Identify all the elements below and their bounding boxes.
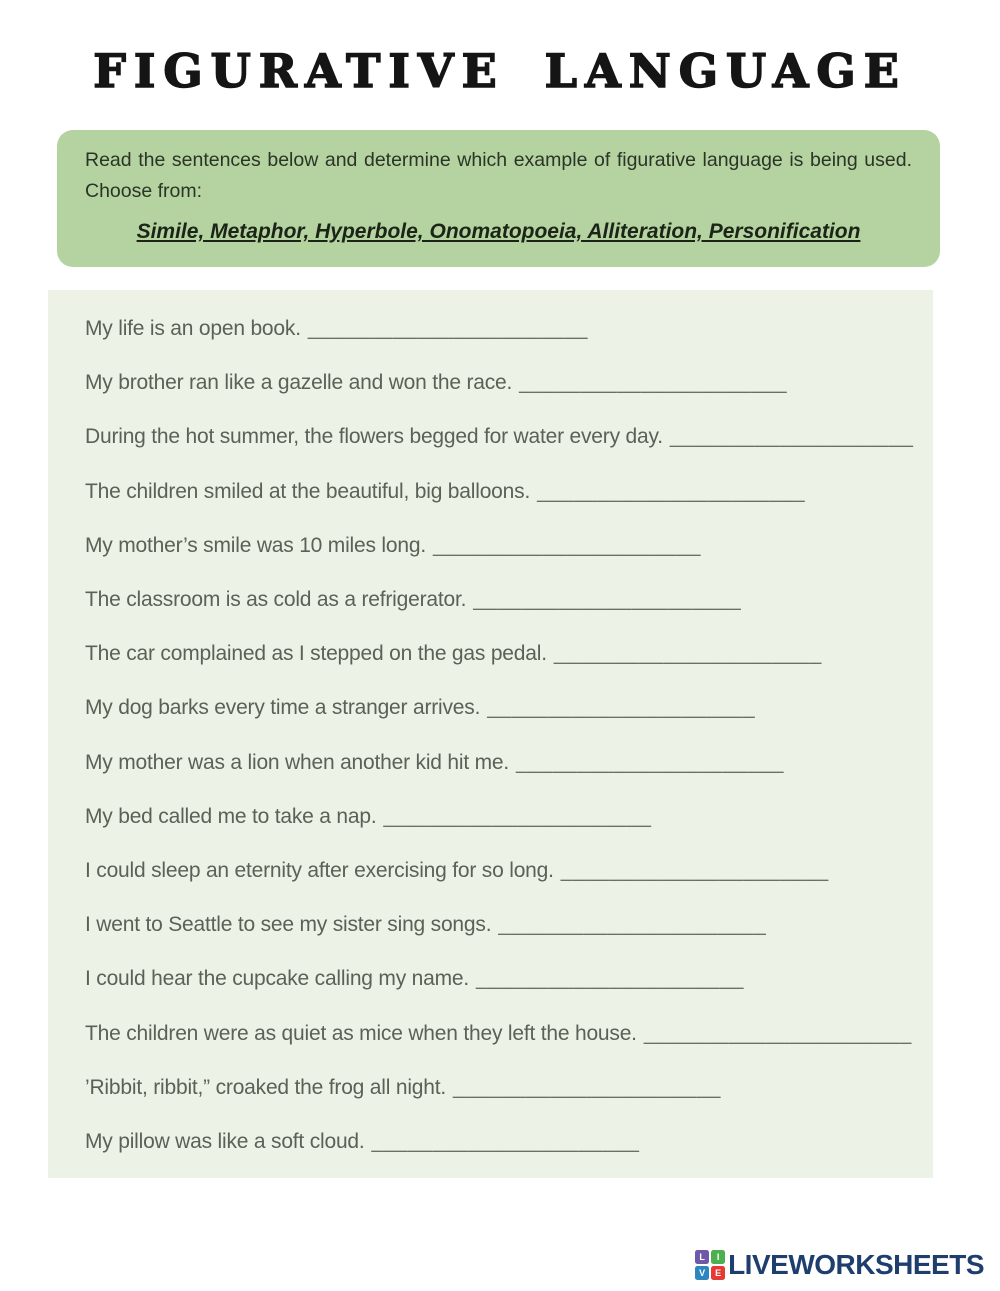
sentence-row: [85, 356, 933, 410]
sentence-row: [85, 302, 933, 356]
answer-blank[interactable]: ______________________: [383, 804, 652, 828]
sentence-text: My life is an open book.: [85, 317, 301, 341]
answer-blank[interactable]: ____________________: [669, 425, 914, 449]
sentence-row: [85, 790, 933, 844]
answer-blank[interactable]: ______________________: [498, 913, 767, 937]
logo-square-e: E: [711, 1266, 725, 1280]
liveworksheets-brand-text: LIVEWORKSHEETS: [728, 1249, 984, 1280]
answer-blank[interactable]: ______________________: [453, 1075, 721, 1099]
sentence-text: ’Ribbit, ribbit,” croaked the frog all night.: [85, 1075, 447, 1099]
sentence-text: My bed called me to take a nap.: [85, 804, 377, 828]
sentence-text: The children were as quiet as mice when they left the house.: [85, 1021, 637, 1045]
sentence-row: [85, 519, 933, 573]
sentence-text: My pillow was like a soft cloud.: [85, 1129, 365, 1153]
sentence-row: [85, 681, 933, 735]
page-title: FIGURATIVE LANGUAGE: [93, 44, 907, 98]
sentence-text: I could sleep an eternity after exercising for so long.: [85, 858, 554, 882]
sentence-row: [85, 1115, 933, 1169]
answer-blank[interactable]: ______________________: [516, 750, 784, 774]
answer-blank[interactable]: ______________________: [519, 371, 788, 395]
logo-square-i: I: [711, 1250, 725, 1264]
answer-blank[interactable]: ______________________: [476, 967, 744, 991]
sentence-row: [85, 1006, 933, 1060]
answer-blank[interactable]: ______________________: [537, 479, 806, 503]
sentence-text: I went to Seattle to see my sister sing songs.: [85, 913, 492, 937]
sentence-text: I could hear the cupcake calling my name.: [85, 967, 470, 991]
sentence-row: [85, 573, 933, 627]
answer-blank[interactable]: _______________________: [307, 317, 588, 341]
sentence-text: The classroom is as cold as a refrigerator.: [85, 588, 467, 612]
sentence-text: My brother ran like a gazelle and won the race.: [85, 371, 513, 395]
answer-blank[interactable]: ______________________: [487, 696, 756, 720]
figurative-language-options: Simile, Metaphor, Hyperbole, Onomatopoeia, Alliteration, Personification: [136, 220, 861, 243]
sentence-row: [85, 1061, 933, 1115]
sentence-text: The children smiled at the beautiful, big balloons.: [85, 479, 531, 503]
sentence-row: [85, 627, 933, 681]
sentence-text: The car complained as I stepped on the gas pedal.: [85, 642, 547, 666]
answer-blank[interactable]: ______________________: [643, 1021, 912, 1045]
answer-blank[interactable]: ______________________: [473, 588, 742, 612]
sentence-text: My dog barks every time a stranger arrives.: [85, 696, 481, 720]
sentence-text: My mother’s smile was 10 miles long.: [85, 533, 426, 557]
sentence-text: My mother was a lion when another kid hit me.: [85, 750, 510, 774]
logo-square-l: L: [695, 1250, 709, 1264]
answer-blank[interactable]: ______________________: [553, 642, 822, 666]
answer-blank[interactable]: ______________________: [371, 1129, 640, 1153]
sentence-text: During the hot summer, the flowers begged for water every day.: [85, 425, 663, 449]
sentence-row: [85, 952, 933, 1006]
worksheet-body: [48, 290, 933, 1178]
answer-blank[interactable]: ______________________: [560, 858, 829, 882]
sentence-row: [85, 465, 933, 519]
instruction-box: [57, 130, 940, 267]
answer-blank[interactable]: ______________________: [432, 533, 701, 557]
sentence-row: [85, 410, 933, 464]
instruction-text: Read the sentences below and determine which example of figurative language is being used. Choose from:: [85, 149, 912, 202]
sentence-row: [85, 844, 933, 898]
sentence-row: [85, 736, 933, 790]
logo-square-v: V: [695, 1266, 709, 1280]
sentence-row: [85, 898, 933, 952]
liveworksheets-logo[interactable]: [695, 1249, 984, 1281]
liveworksheets-grid-icon: [695, 1250, 725, 1280]
